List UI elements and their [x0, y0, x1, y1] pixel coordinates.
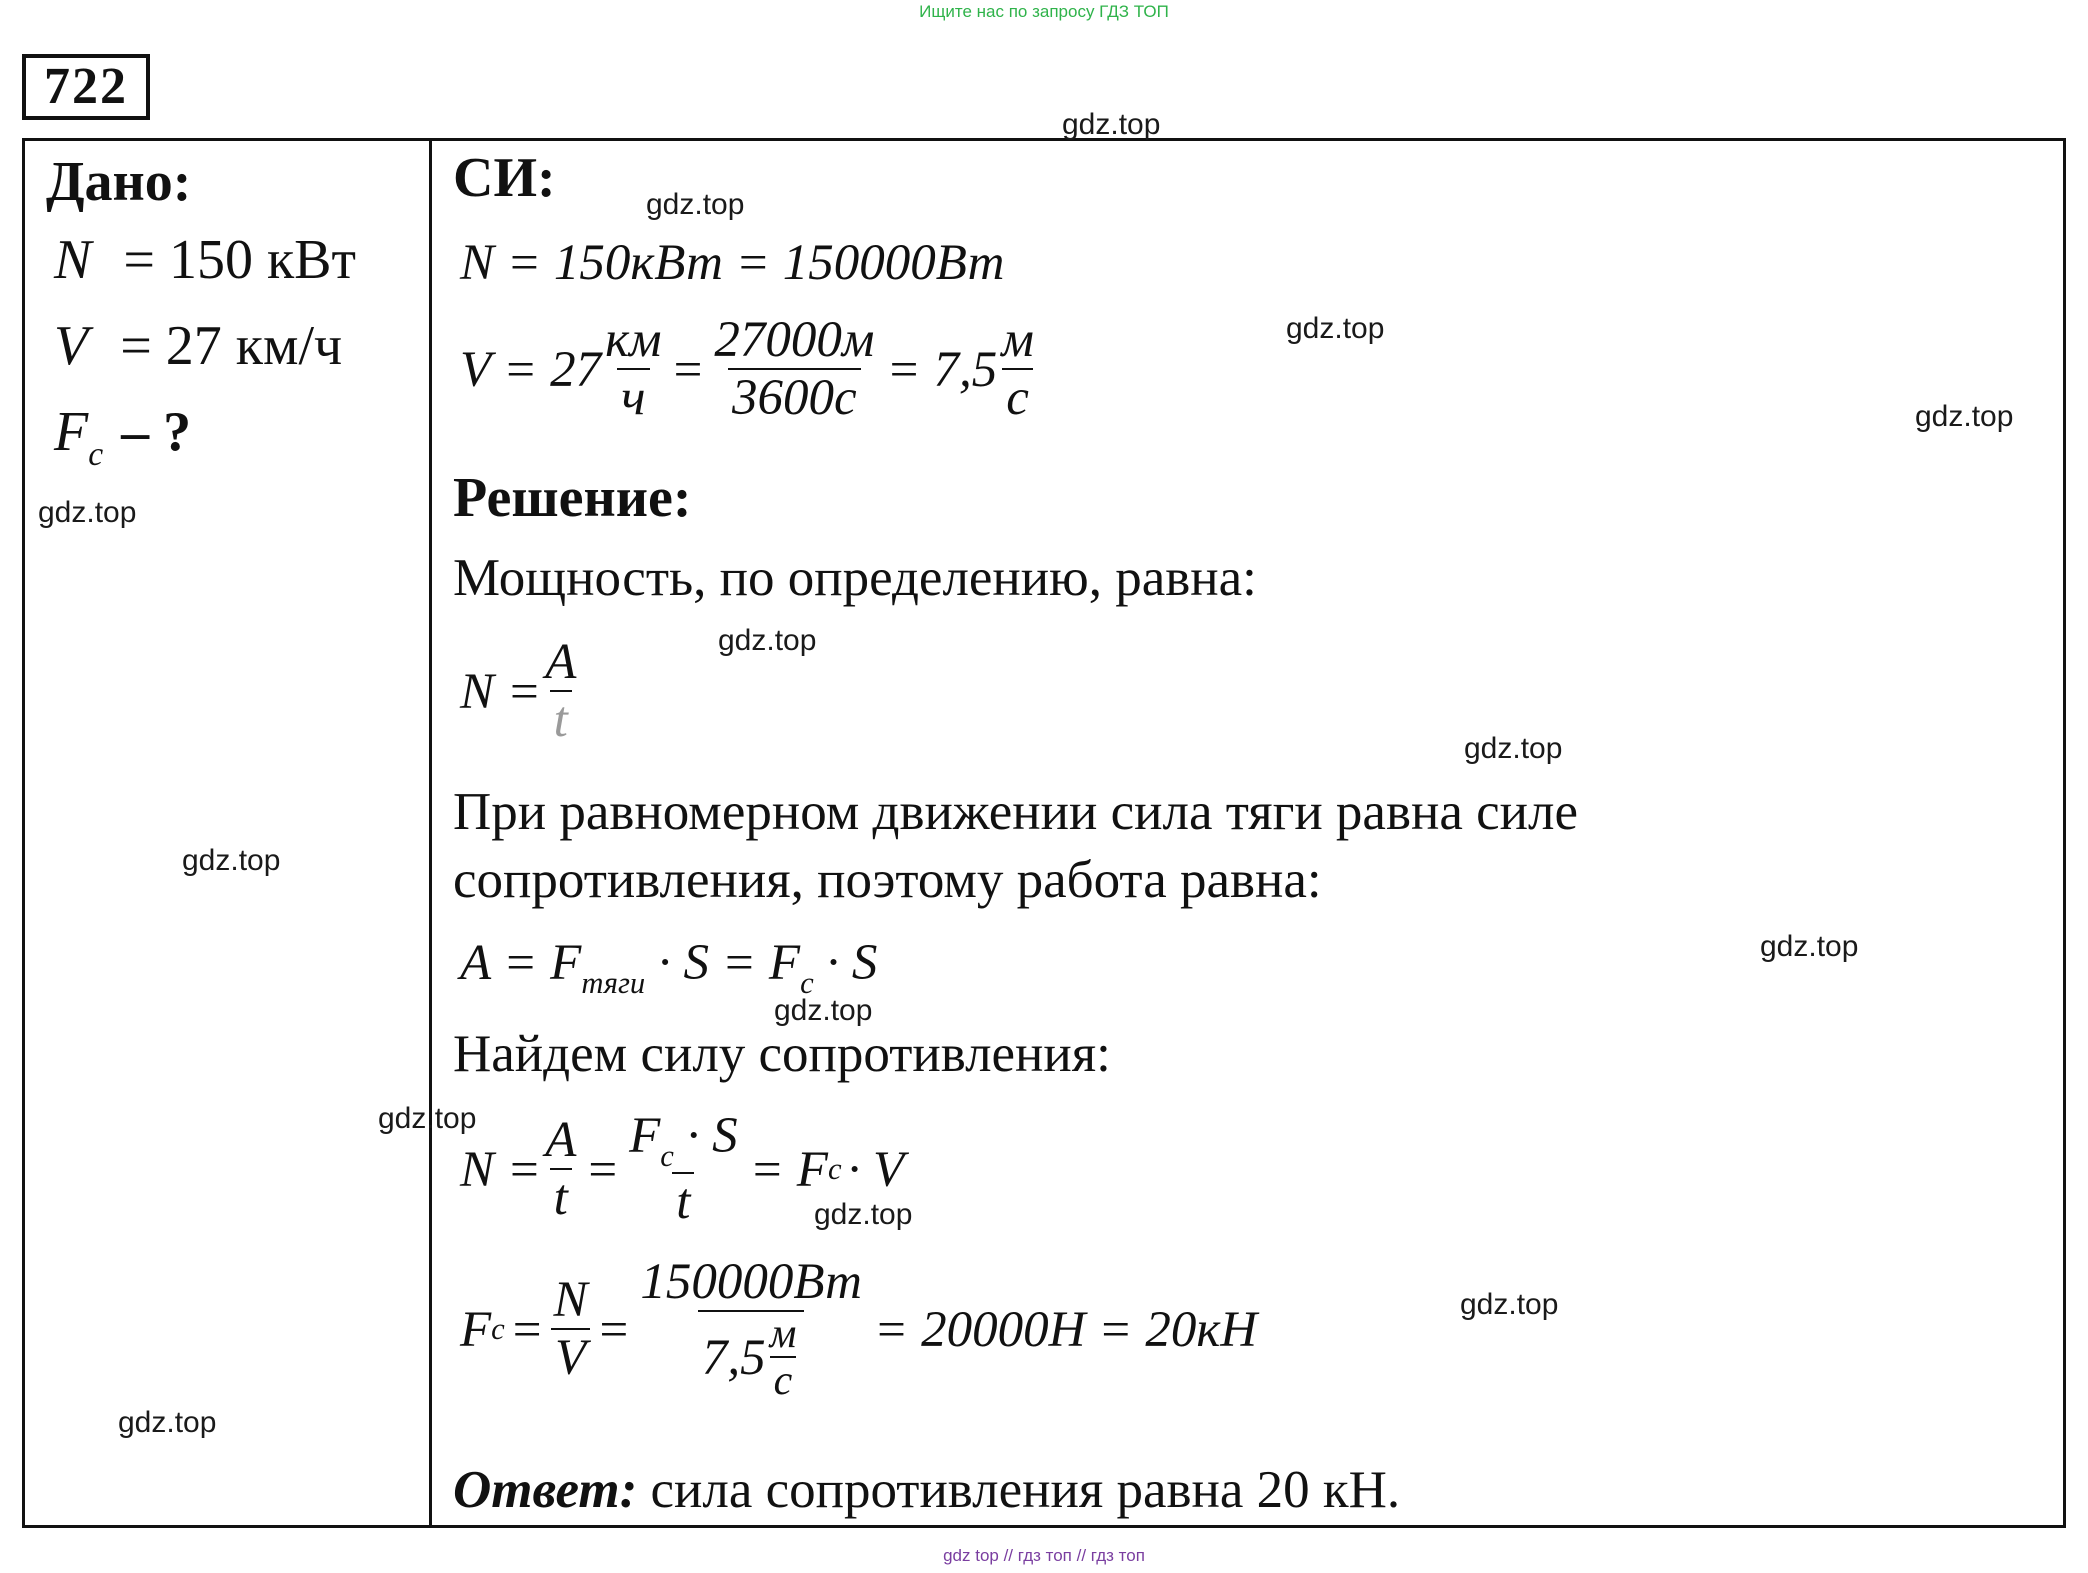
- work-formula-part: A = F: [460, 935, 582, 991]
- eq1-num-sub: с: [660, 1138, 674, 1173]
- eq2-result: = 20000Н = 20кН: [873, 1301, 1258, 1358]
- work-formula-sub: с: [800, 965, 814, 1000]
- frac-numerator: A: [545, 1112, 577, 1169]
- work-formula-part: · S = F: [657, 935, 801, 991]
- frac-numerator: 150000Вт: [640, 1254, 862, 1310]
- watermark: gdz.top: [378, 1102, 477, 1135]
- force-symbol: F: [54, 401, 89, 463]
- si-heading: СИ:: [453, 147, 556, 209]
- si-speed-line: V = 27 $\frac{км}{ч}$ = $\frac{27000м}{3600с}$ = 7,5 $\frac{м}{с}$: [460, 314, 1038, 426]
- frac-denominator: V: [551, 1328, 590, 1386]
- frac-denominator: t: [550, 1168, 572, 1226]
- power-definition-text: Мощность, по определению, равна:: [453, 549, 1257, 607]
- watermark: gdz.top: [1062, 108, 1161, 141]
- frac-denominator: с: [770, 1356, 797, 1404]
- watermark: gdz.top: [1286, 312, 1385, 345]
- eq2-den-value: 7,5: [701, 1329, 766, 1386]
- watermark: gdz.top: [814, 1198, 913, 1231]
- eq1-rhs: = F: [749, 1141, 828, 1198]
- eq1-frac-1: [541, 1114, 580, 1226]
- work-formula-sub: тяги: [581, 965, 646, 1000]
- si-speed-frac-1: [601, 314, 665, 426]
- power-value: = 150 кВт: [123, 229, 356, 291]
- frac-numerator: 27000м: [714, 312, 875, 368]
- watermark: gdz.top: [1464, 732, 1563, 765]
- answer-text: сила сопротивления равна 20 кН.: [650, 1461, 1401, 1519]
- watermark: gdz.top: [38, 496, 137, 529]
- frac-numerator: м: [1001, 312, 1034, 368]
- eq1-lhs: N =: [460, 1141, 542, 1198]
- work-formula-part: · S: [826, 935, 878, 991]
- force-result-equation: F с = $\frac{N}{V}$ = 150000Вт 7,5 $\frac{м}{с}$ = 20000Н = 20кН: [460, 1254, 1258, 1404]
- watermark: gdz.top: [1915, 400, 2014, 433]
- power-formula-lhs: N =: [460, 663, 542, 720]
- frac-numerator: [625, 1110, 742, 1172]
- eq2-den-unit-frac: [766, 1312, 801, 1404]
- si-speed-frac-3: [997, 314, 1038, 426]
- watermark: gdz.top: [118, 1406, 217, 1439]
- eq1-num-rest: · S: [686, 1108, 738, 1164]
- power-symbol: N: [54, 229, 92, 291]
- eq2-lhs-sub: с: [491, 1312, 505, 1347]
- find-force-text: Найдем силу сопротивления:: [453, 1025, 1111, 1083]
- eq2-lhs: F: [460, 1301, 492, 1358]
- work-formula: [460, 934, 877, 1001]
- power-formula: [460, 636, 580, 748]
- watermark: gdz.top: [774, 994, 873, 1027]
- watermark: gdz.top: [1460, 1288, 1559, 1321]
- eq1-rhs-sub: с: [827, 1152, 842, 1187]
- watermark: gdz.top: [718, 624, 817, 657]
- watermark: gdz.top: [182, 844, 281, 877]
- unknown-mark: – ?: [121, 401, 192, 463]
- frac-numerator: км: [605, 312, 662, 368]
- frac-denominator: ч: [617, 368, 649, 426]
- si-speed-lhs: V = 27: [460, 341, 602, 398]
- force-subscript: с: [88, 436, 104, 474]
- frac-numerator: A: [545, 634, 577, 690]
- answer-label: Ответ:: [453, 1461, 638, 1519]
- frac-denominator: 3600с: [728, 368, 861, 426]
- frac-numerator: м: [769, 1310, 797, 1357]
- power-formula-frac: [541, 636, 580, 748]
- frac-denominator: [698, 1310, 805, 1404]
- eq1-frac-2: [625, 1110, 742, 1230]
- eq2-frac-2: [636, 1256, 866, 1404]
- watermark: gdz.top: [646, 188, 745, 221]
- given-heading: Дано:: [46, 151, 192, 213]
- speed-value: = 27 км/ч: [120, 315, 343, 377]
- frac-denominator: с: [1002, 368, 1033, 426]
- eq2-frac-1: [550, 1274, 592, 1386]
- eq1-rhs-rest: · V: [847, 1141, 905, 1198]
- si-speed-result: = 7,5: [886, 341, 998, 398]
- watermark: gdz.top: [1760, 930, 1859, 963]
- frac-numerator: N: [553, 1272, 588, 1329]
- si-speed-frac-2: [710, 314, 878, 426]
- speed-symbol: V: [54, 315, 89, 377]
- given-speed: [54, 314, 342, 378]
- eq1-num-f: F: [629, 1108, 661, 1164]
- uniform-motion-text-1: При равномерном движении сила тяги равна силе: [453, 783, 1578, 841]
- column-divider: [429, 138, 432, 1528]
- task-number: 722: [22, 54, 150, 120]
- power-force-equation: N = $\frac{A}{t}$ = $\frac{F_с \cdot S}{t}$ = F с · V: [460, 1108, 905, 1230]
- solution-heading: Решение:: [453, 467, 692, 529]
- uniform-motion-text-2: сопротивления, поэтому работа равна:: [453, 851, 1322, 909]
- given-unknown: [54, 400, 191, 474]
- si-power-line: N = 150кВт = 150000Вт: [460, 235, 1005, 291]
- frac-denominator: t: [672, 1172, 694, 1230]
- given-power: [54, 228, 356, 292]
- answer-line: [453, 1460, 1400, 1520]
- top-banner: Ищите нас по запросу ГДЗ ТОП: [919, 2, 1169, 21]
- frac-denominator: t: [550, 690, 572, 748]
- footer: gdz top // гдз топ // гдз топ: [943, 1546, 1145, 1565]
